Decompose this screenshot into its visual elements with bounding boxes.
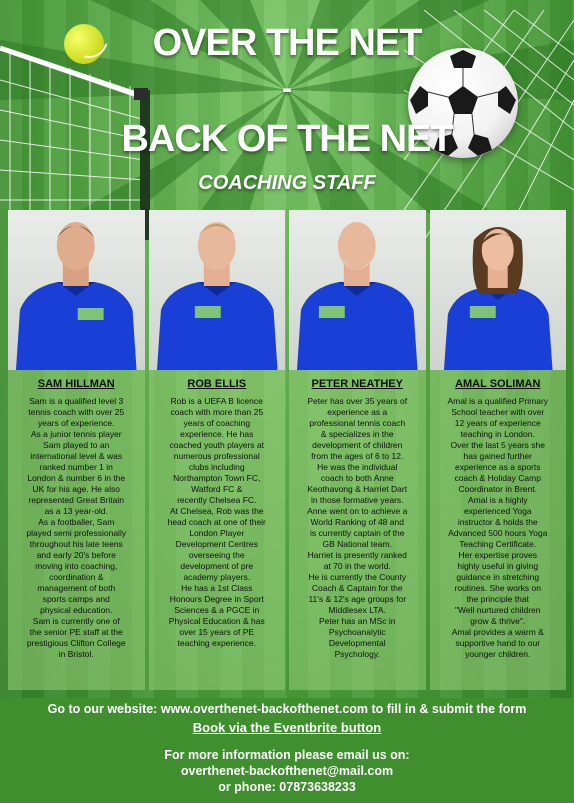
staff-name: ROB ELLIS (187, 378, 247, 390)
footer (0, 698, 574, 803)
contact-phone[interactable]: or phone: 07873638233 (218, 780, 356, 794)
subtitle: COACHING STAFF (198, 172, 376, 194)
staff-bio: Amal is a qualified Primary School teacher with over 12 years of experience teaching in London. Over the last 5 years she has gained further experience as a sports coach & Holiday Camp Coordinator in Brent. Amal is a highly experienced Yoga instructor & holds the Advanced 500 hours Yoga Teaching Certificate. Her expertise proves highly useful in giving guidance in stretching routines. She works on the principle that "Well nurtured children grow & thrive". Amal provides a warm & supportive hand to our younger children. (447, 396, 549, 659)
staff-bio: Sam is a qualified level 3 tennis coach with over 25 years of experience. As a junior tennis player Sam played to an international level & was ranked number 1 in London & number 6 in the UK for his age. He also represented Great Britain as a 13 year-old. As a footballer, Sam played semi professionally throughout his late teens and early 20's before moving into coaching, coordination & management of both sports camps and physical education. Sam is currently one of the senior PE staff at the prestigious Clifton College in Bristol. (26, 396, 127, 659)
title-line-1: OVER THE NET (152, 22, 422, 64)
title-line-2: BACK OF THE NET (121, 118, 453, 160)
staff-bios (8, 370, 566, 690)
staff-bio: Peter has over 35 years of experience as a professional tennis coach & specializes in the development of children from the ages of 6 to 12. He was the individual coach to both Anne Keothavong & Harriet Dart in those formative years. Anne went on to achieve a World Ranking of 48 and is currently captain of the GB National team. Harriet is presently ranked at 70 in the world. He is currently the County Coach & Captain for the 11's & 12's age groups for Middlesex LTA. Peter has an MSc in Psychoanalytic Developmental Psychology. (307, 396, 408, 659)
eventbrite-link[interactable]: Book via the Eventbrite button (192, 720, 382, 735)
info-line: For more information please email us on: (164, 748, 410, 762)
staff-name: SAM HILLMAN (37, 378, 115, 390)
photo-rob-ellis (149, 210, 286, 370)
photo-amal-soliman (430, 210, 567, 370)
staff-card-rob-ellis (149, 370, 286, 690)
website-line[interactable]: Go to our website: www.overthenet-backofthenet.com to fill in & submit the form (47, 702, 527, 716)
title-dash: - (282, 72, 292, 105)
photo-peter-neathey (289, 210, 426, 370)
staff-card-peter-neathey (289, 370, 426, 690)
staff-photos (8, 210, 566, 370)
staff-name: AMAL SOLIMAN (455, 378, 541, 390)
contact-email[interactable]: overthenet-backofthenet@mail.com (180, 764, 394, 778)
staff-card-sam-hillman (8, 370, 145, 690)
staff-bio: Rob is a UEFA B licence coach with more than 25 years of coaching experience. He has coached youth players at numerous professional clubs including Northampton Town FC, Watford FC & recently Chelsea FC. At Chelsea, Rob was the head coach at one of their London Player Development Centres overseeing the development of pre academy players. He has a 1st Class Honours Degree in Sport Sciences & a PGCE in Physical Education & has over 15 years of PE teaching experience. (167, 396, 266, 648)
staff-card-amal-soliman (430, 370, 567, 690)
photo-sam-hillman (8, 210, 145, 370)
staff-name: PETER NEATHEY (311, 378, 403, 390)
